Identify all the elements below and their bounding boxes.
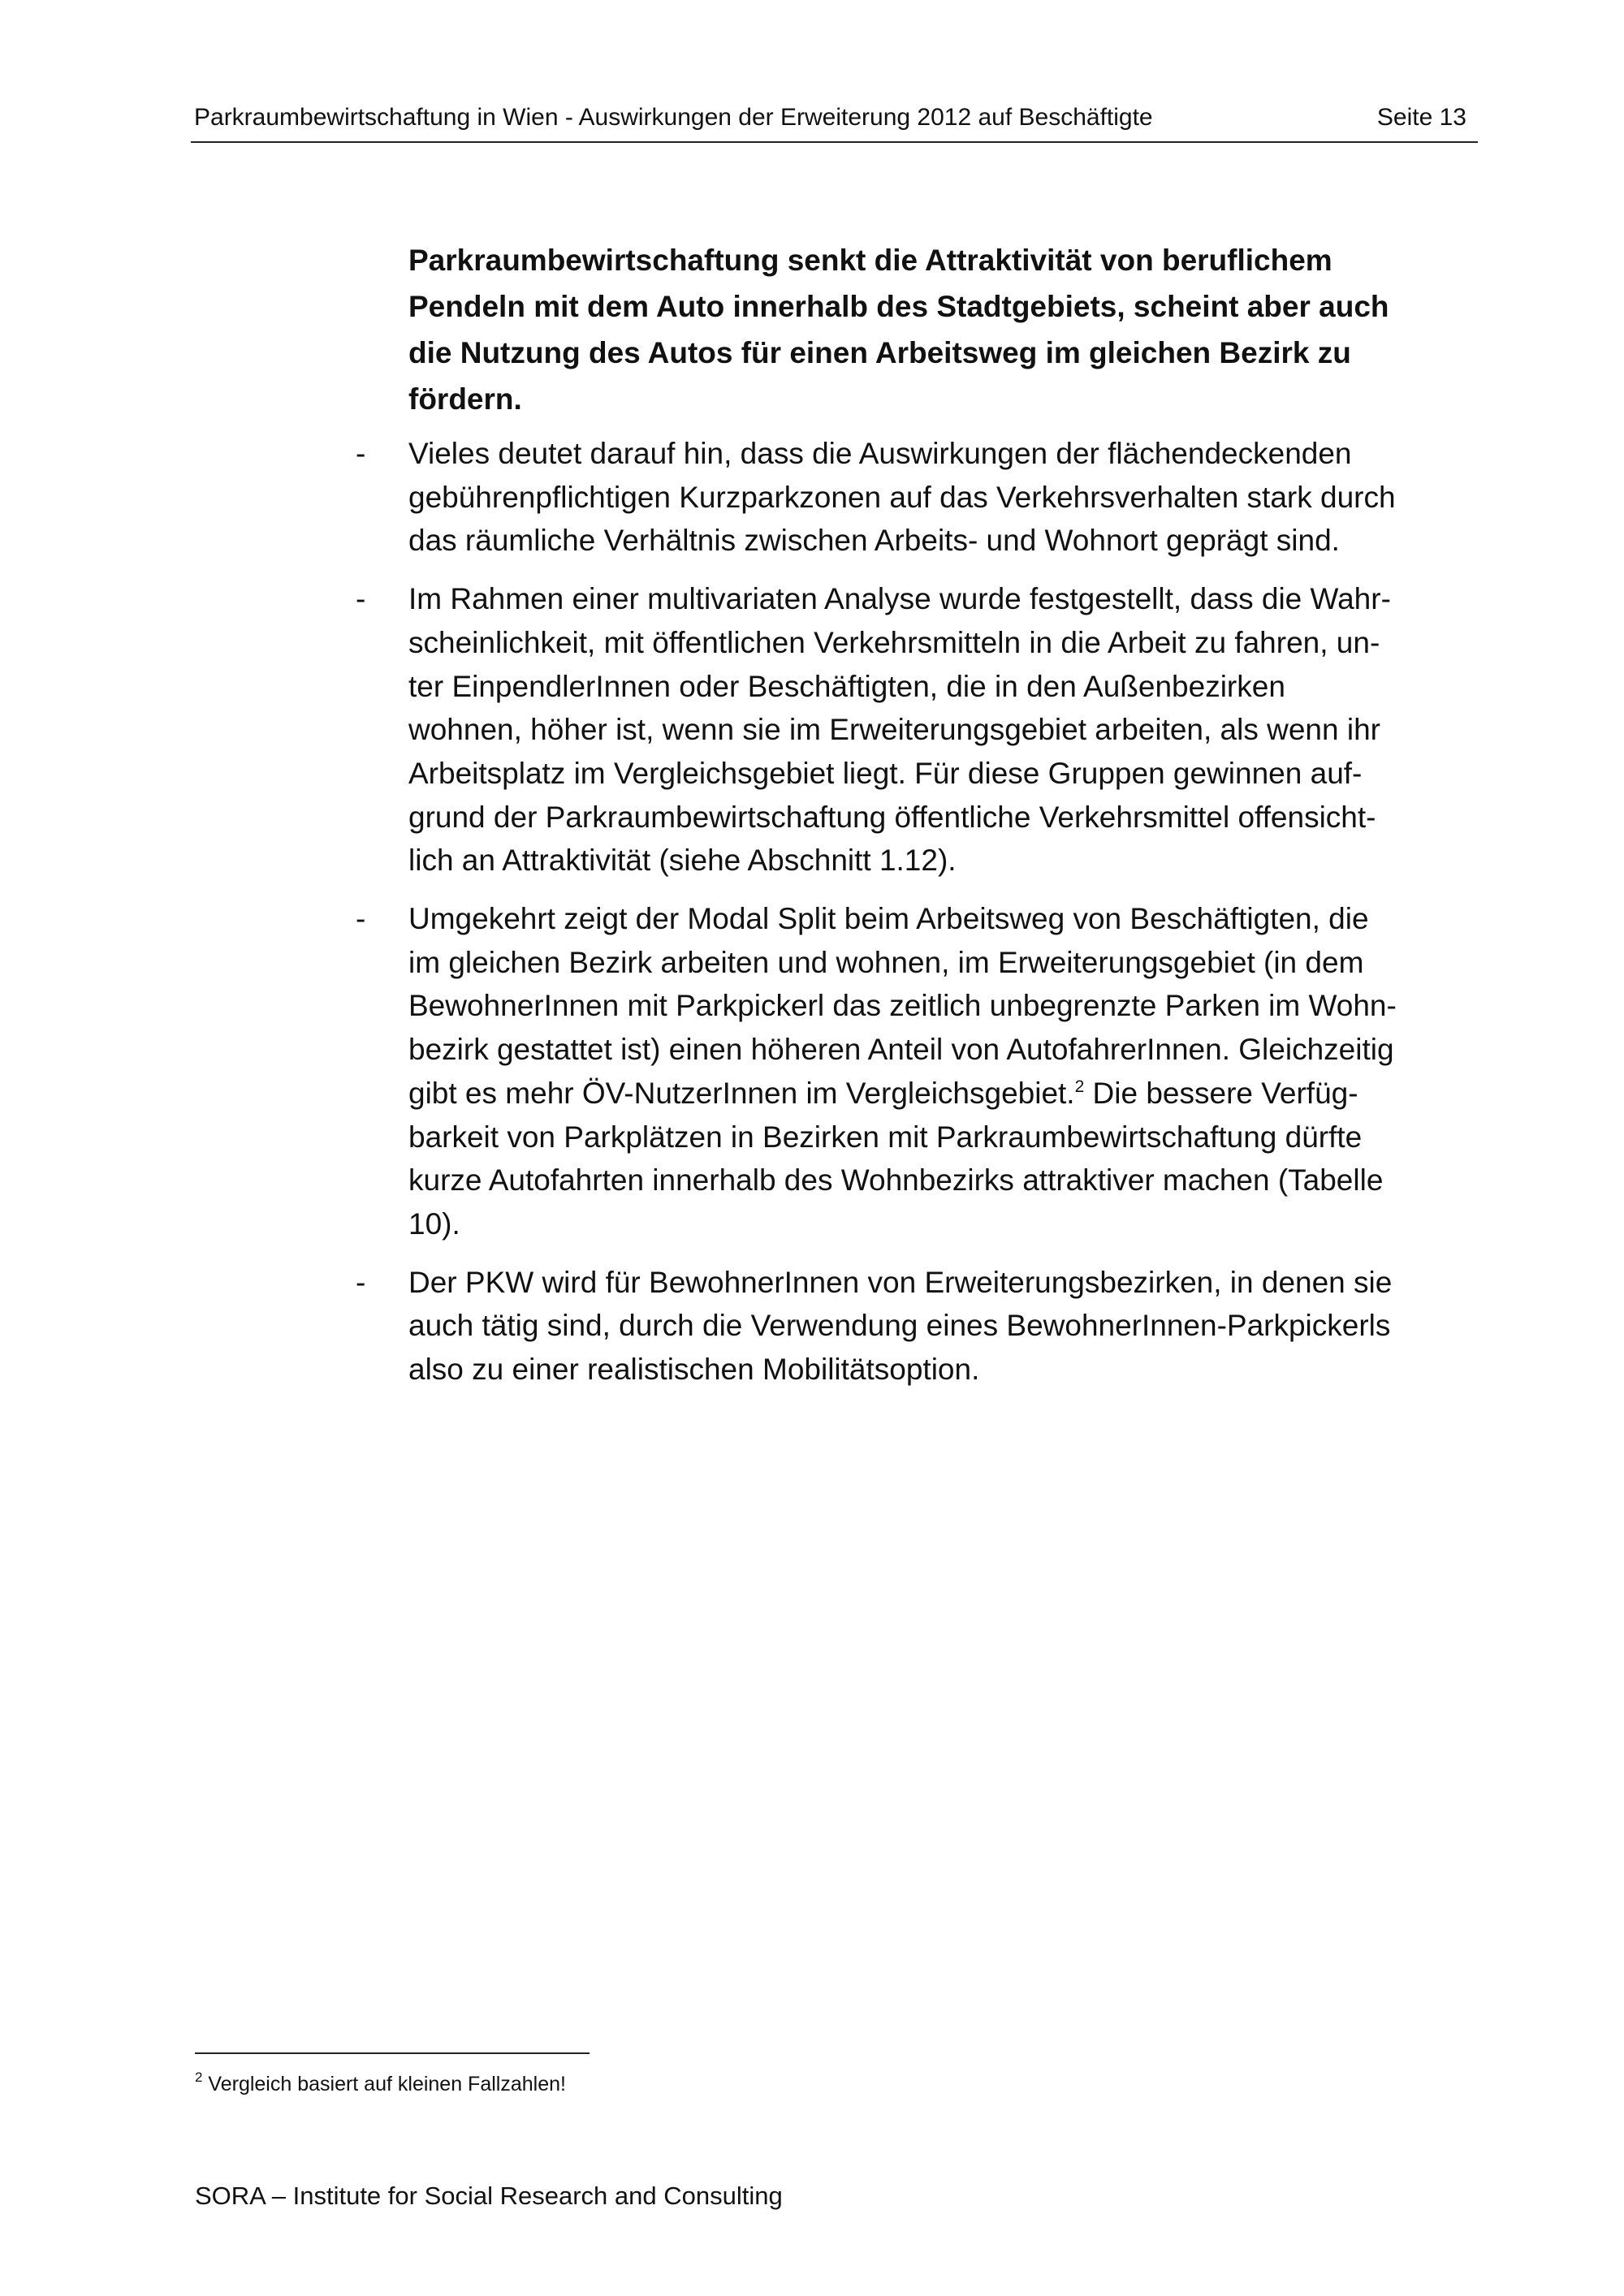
header-title: Parkraumbewirtschaftung in Wien - Auswirkungen der Erweiterung 2012 auf Beschäftigte [194,104,1153,131]
text-line: wohnen, höher ist, wenn sie im Erweiterungsgebiet arbeiten, als wenn ihr [408,713,1380,747]
text-line: das räumliche Verhältnis zwischen Arbeits- und Wohnort geprägt sind. [408,524,1340,558]
page-footer: SORA – Institute for Social Research and Consulting [195,2182,783,2210]
text-line: auch tätig sind, durch die Verwendung eines BewohnerInnen-Parkpickerls [408,1309,1391,1343]
bullet-dash: - [356,437,366,470]
text-line: barkeit von Parkplätzen in Bezirken mit Parkraumbewirtschaftung dürfte [408,1120,1363,1154]
main-content [356,237,1480,1406]
text-line: Arbeitsplatz im Vergleichsgebiet liegt. Für diese Gruppen gewinnen auf- [408,756,1363,790]
footnote-divider [195,2052,590,2054]
text-line: Vieles deutet darauf hin, dass die Auswirkungen der flächendeckenden [408,437,1352,470]
text-line: Im Rahmen einer multivariaten Analyse wurde festgestellt, dass die Wahr- [408,582,1391,616]
text-line: kurze Autofahrten innerhalb des Wohnbezirks attraktiver machen (Tabelle [408,1163,1384,1198]
text-line: im gleichen Bezirk arbeiten und wohnen, im Erweiterungsgebiet (in dem [408,945,1364,979]
lead-line: die Nutzung des Autos für einen Arbeitsweg im gleichen Bezirk zu [408,336,1351,369]
list-item [356,577,1480,883]
footnote-number: 2 [195,2069,203,2085]
text-line: Umgekehrt zeigt der Modal Split beim Arbeitsweg von Beschäftigten, die [408,902,1369,936]
footnote [195,2069,566,2096]
text-line: gibt es mehr ÖV-NutzerInnen im Vergleichsgebiet. [408,1076,1075,1110]
footnote-text: Vergleich basiert auf kleinen Fallzahlen! [202,2073,566,2095]
text-line: also zu einer realistischen Mobilitätsoption. [408,1353,980,1387]
text-line: lich an Attraktivität (siehe Abschnitt 1.12). [408,844,957,878]
page-header [191,101,1478,143]
text-line: ter EinpendlerInnen oder Beschäftigten, die in den Außenbezirken [408,669,1285,703]
bullet-dash: - [356,582,366,616]
text-line: BewohnerInnen mit Parkpickerl das zeitlich unbegrenzte Parken im Wohn- [408,989,1397,1023]
list-item [356,1261,1480,1392]
text-line: scheinlichkeit, mit öffentlichen Verkehrsmitteln in die Arbeit zu fahren, un- [408,625,1380,659]
lead-line: Parkraumbewirtschaftung senkt die Attraktivität von beruflichem [408,244,1332,277]
lead-line: Pendeln mit dem Auto innerhalb des Stadtgebiets, scheint aber auch [408,290,1389,323]
lead-line: fördern. [408,382,522,416]
list-item [356,897,1480,1246]
text-line: Die bessere Verfüg- [1084,1076,1358,1110]
lead-paragraph [408,237,1480,422]
text-line: bezirk gestattet ist) einen höheren Anteil von AutofahrerInnen. Gleichzeitig [408,1033,1394,1067]
page-number: Seite 13 [1376,104,1466,131]
bullet-list [356,432,1480,1392]
bullet-dash: - [356,1265,366,1299]
footnote-reference[interactable]: 2 [1074,1077,1085,1096]
text-line: gebührenpflichtigen Kurzparkzonen auf das Verkehrsverhalten stark durch [408,480,1396,514]
text-line: grund der Parkraumbewirtschaftung öffentliche Verkehrsmittel offensicht- [408,800,1376,834]
text-line: Der PKW wird für BewohnerInnen von Erweiterungsbezirken, in denen sie [408,1265,1393,1299]
text-line: 10). [408,1206,460,1241]
list-item [356,432,1480,563]
bullet-dash: - [356,902,366,936]
